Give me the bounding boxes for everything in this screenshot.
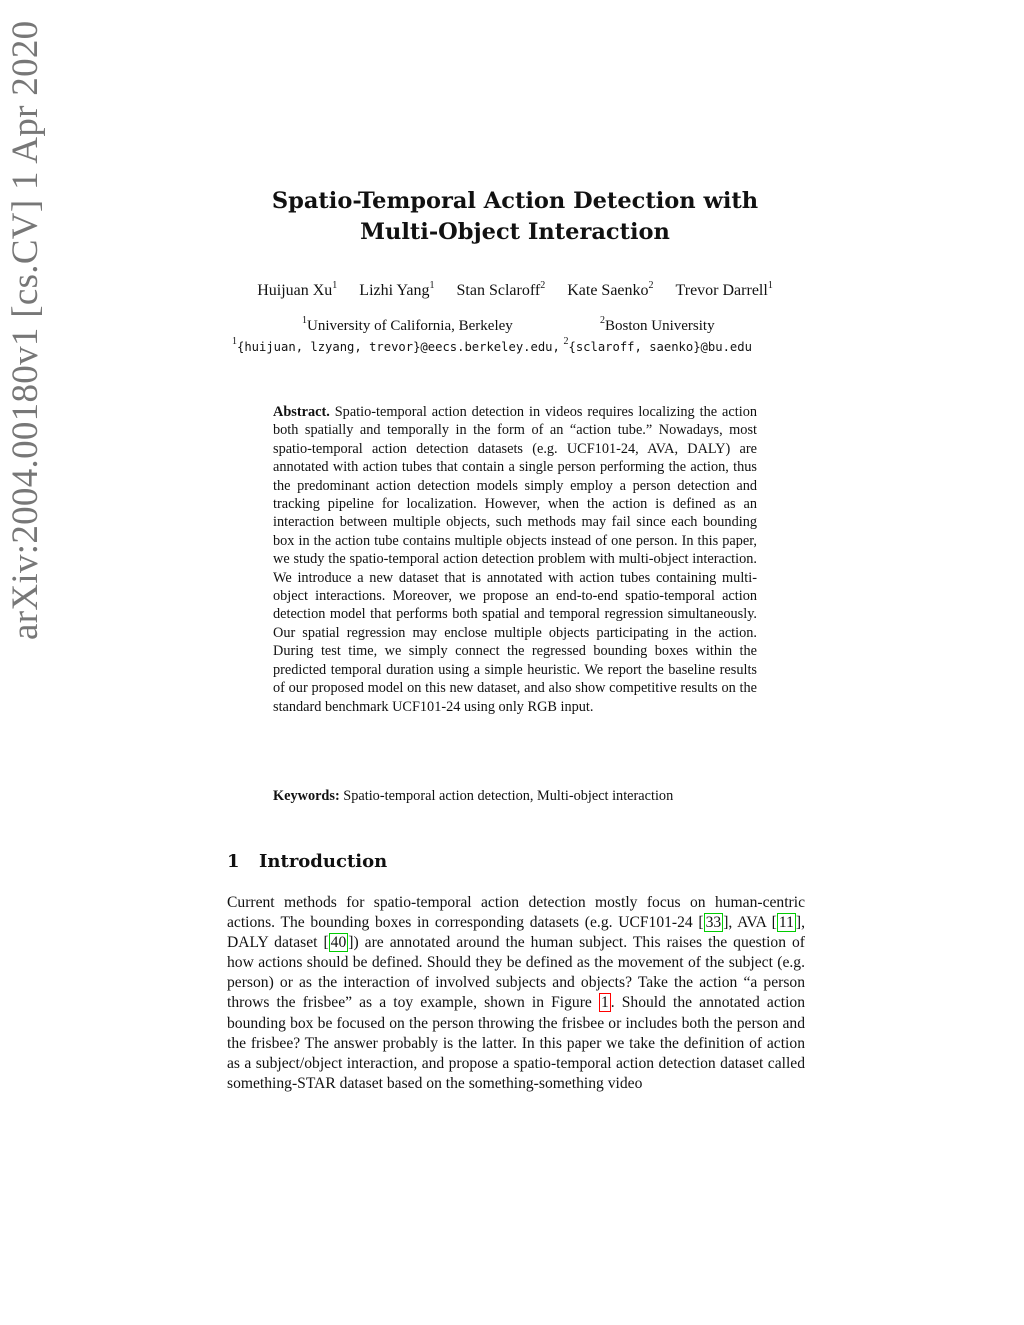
email-berkeley: {huijuan, lzyang, trevor}@eecs.berkeley.edu, <box>237 340 560 354</box>
figure-reference-link[interactable]: 1 <box>600 994 609 1012</box>
email-bu: {sclaroff, saenko}@bu.edu <box>568 340 752 354</box>
affiliation-berkeley: $^1$University of California, Berkeley <box>302 315 513 334</box>
abstract-label: Abstract. <box>273 404 330 420</box>
author-list <box>180 279 850 300</box>
section-title: Introduction <box>259 851 388 872</box>
author-emails: $^1${huijuan, lzyang, trevor}@eecs.berkeley.edu, $^2${sclaroff, saenko}@bu.edu <box>232 336 752 354</box>
author-name: Kate Saenko$^2$ <box>567 279 654 299</box>
affiliation-boston: $^2$Boston University <box>600 315 715 334</box>
keywords <box>273 788 773 805</box>
section-number: 1 <box>227 851 240 872</box>
author-name: Trevor Darrell$^1$ <box>675 279 773 299</box>
title-line-1: Spatio-Temporal Action Detection with <box>271 188 759 214</box>
author-name: Huijuan Xu$^1$ <box>257 279 338 299</box>
section-heading <box>227 851 387 872</box>
abstract-text: Spatio-temporal action detection in videos requires localizing the action both spatially and temporally in the form of an “action tube.” Nowadays, most spatio-temporal action detection datasets (e.g. UCF101-24, AVA, DALY) are annotated with action tubes that contain a single person performing the action, thus the predominant action detection models simply employ a person detection and tracking pipeline for localization. However, when the action is defined as an interaction between multiple objects, such methods may fail since each bounding box in the action tube contains multiple objects instead of one person. In this paper, we study the spatio-temporal action detection problem with multi-object interaction. We introduce a new dataset that is annotated with action tubes containing multi-object interactions. Moreover, we propose an end-to-end spatio-temporal action detection model that performs both spatial and temporal regression simultaneously. Our spatial regression may enclose multiple objects participating in the action. During test time, we simply connect the regressed bounding boxes within the predicted temporal duration using a simple heuristic. We report the baseline results of our proposed model on this new dataset, and also show competitive results on the standard benchmark UCF101-24 using only RGB input. <box>273 404 757 715</box>
keywords-label: Keywords: <box>273 788 340 804</box>
citation-link[interactable]: 11 <box>778 914 794 932</box>
paper-title <box>180 186 850 248</box>
author-name: Stan Sclaroff$^2$ <box>456 279 546 299</box>
citation-link[interactable]: 40 <box>330 934 347 952</box>
introduction-paragraph: Current methods for spatio-temporal action detection mostly focus on human-centric actions. The bounding boxes in corresponding datasets (e.g. UCF101-24 [ 33 ], AVA [ 11 ], DALY dataset [ 40 ]) are annotated around the human subject. This raises the question of how actions should be defined. Should they be defined as the movement of the subject (e.g. person) or as the interaction of involved subjects and objects? Take the action “a person throws the frisbee” as a toy example, shown in Figure 1 . Should the annotated action bounding box be focused on the person throwing the frisbee or includes both the person and the frisbee? The answer probably is the latter. In this paper we take the definition of action as a subject/object interaction, and propose a spatio-temporal action detection dataset called something-STAR dataset based on the something-something video <box>227 894 806 1092</box>
abstract <box>273 403 757 716</box>
keywords-text: Spatio-temporal action detection, Multi-object interaction <box>343 788 674 804</box>
arxiv-identifier-stamp: arXiv:2004.00180v1 [cs.CV] 1 Apr 2020 <box>5 20 46 640</box>
title-line-2: Multi-Object Interaction <box>360 219 670 245</box>
citation-link[interactable]: 33 <box>705 914 722 932</box>
author-name: Lizhi Yang$^1$ <box>359 279 435 299</box>
